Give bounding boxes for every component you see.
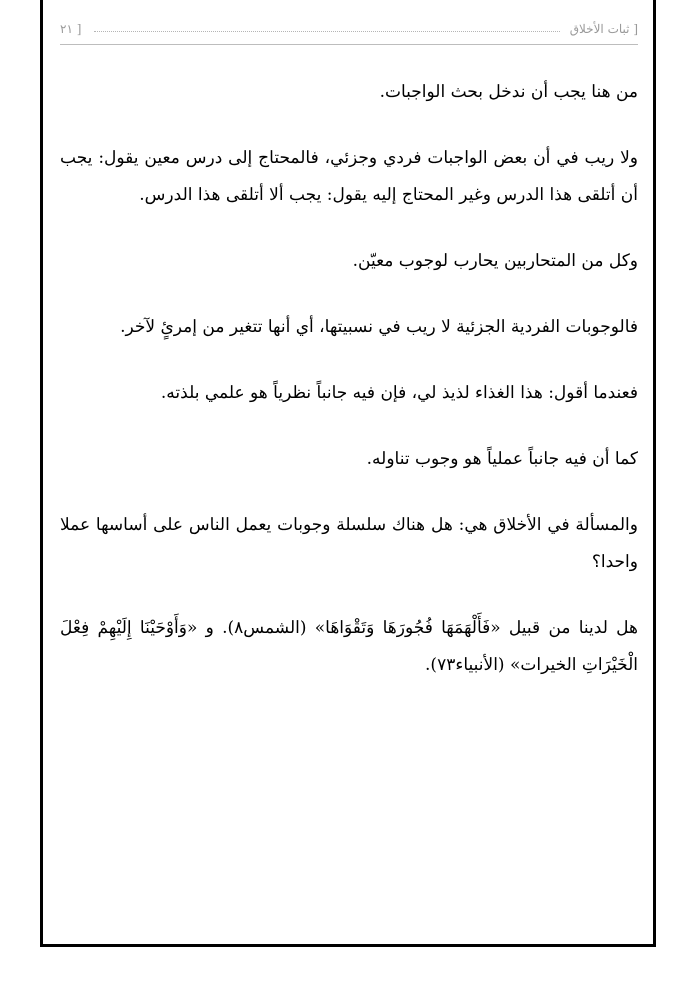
header-leader-dots — [94, 31, 560, 32]
paragraph: ولا ريب في أن بعض الواجبات فردي وجزئي، فالمحتاج إلى درس معين يقول: يجب أن أتلقى هذا الدرس وغير المحتاج إليه يقول: يجب ألا أتلقى هذا الدرس. — [60, 148, 638, 205]
book-title: [ ثبات الأخلاق — [569, 22, 638, 36]
paragraph: من هنا يجب أن ندخل بحث الواجبات. — [379, 82, 638, 102]
paragraph: كما أن فيه جانباً عملياً هو وجوب تناوله. — [366, 449, 638, 469]
page-number: [ ٢١ — [60, 22, 82, 36]
paragraph: وكل من المتحاربين يحارب لوجوب معيّن. — [352, 251, 638, 271]
body-text — [60, 74, 638, 713]
running-header — [60, 20, 638, 45]
paragraph: فعندما أقول: هذا الغذاء لذيذ لي، فإن فيه جانباً نظرياً هو علمي بلذته. — [160, 383, 638, 403]
paragraph: هل لدينا من قبيل «فَأَلْهَمَهَا فُجُورَهَا وَتَقْوَاهَا» (الشمس٨). و «وَأَوْحَيْنَا إِلَيْهِمْ فِعْلَ الْخَيْرَاتِ الخيرات» (الأنبياء٧٣). — [60, 618, 638, 675]
paragraph: والمسألة في الأخلاق هي: هل هناك سلسلة وجوبات يعمل الناس على أساسها عملا واحدا؟ — [60, 515, 638, 572]
paragraph: فالوجوبات الفردية الجزئية لا ريب في نسبيتها، أي أنها تتغير من إمرئٍ لآخر. — [120, 317, 638, 337]
